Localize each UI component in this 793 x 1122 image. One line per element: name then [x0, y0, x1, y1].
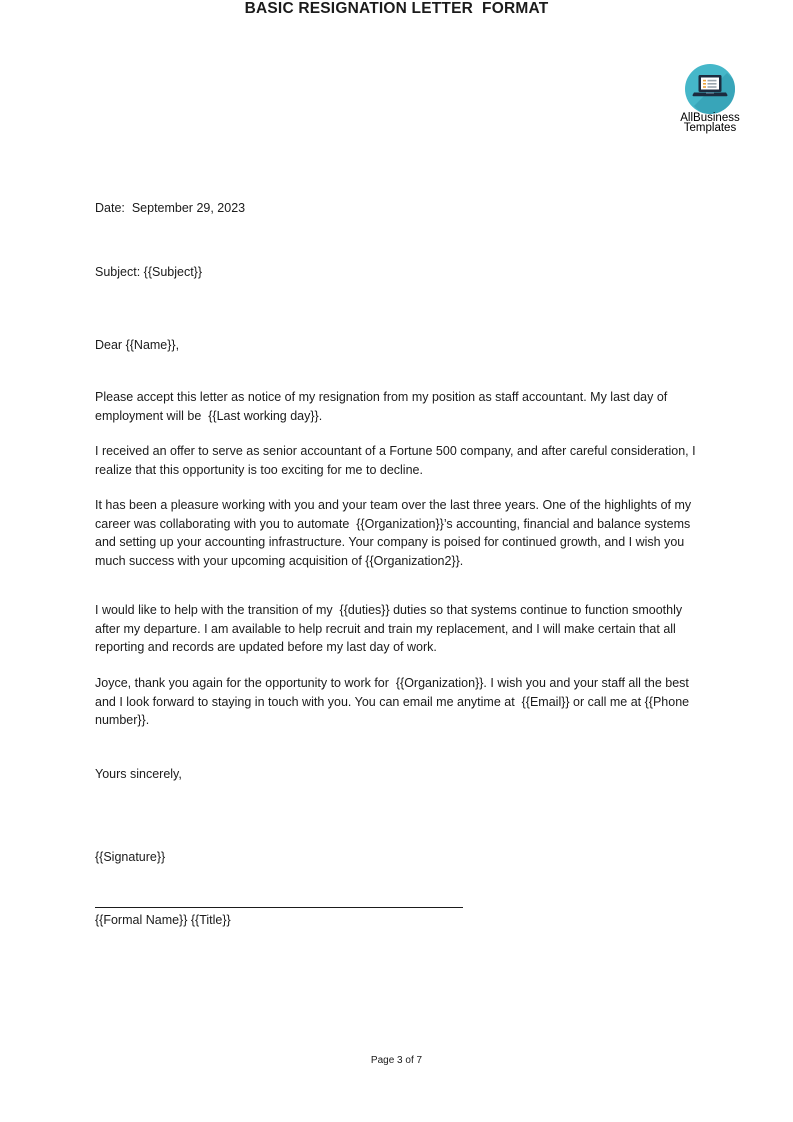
paragraph-pleasure-working: It has been a pleasure working with you and your team over the last three years. One of the highlights of my career was collaborating with you to automate {{Organization}}’s accounting, financial and balance systems and setting up your accounting infrastructure. Your company is poised for continued growth, and I wish you much success with your upcoming acquisition of {{Organization2}}.: [95, 498, 695, 568]
salutation: Dear {{Name}},: [95, 338, 180, 352]
letter-title: BASIC RESIGNATION LETTER FORMAT: [244, 0, 549, 17]
subject-line: Subject: {{Subject}}: [95, 265, 203, 279]
brand-name-line2: Templates: [683, 122, 737, 134]
paragraph-thank-you: Joyce, thank you again for the opportunity to work for {{Organization}}. I wish you and your staff all the best and I look forward to staying in touch with you. You can email me anytime at {{Email}} or call me at {{Phone number}}.: [95, 676, 693, 727]
signature-name-title: {{Formal Name}} {{Title}}: [95, 913, 231, 927]
signature-line: [95, 907, 463, 908]
page-number-footer: Page 3 of 7: [370, 1055, 423, 1066]
brand-name-line1: AllBusiness: [680, 112, 740, 124]
paragraph-offer-reason: I received an offer to serve as senior accountant of a Fortune 500 company, and after careful consideration, I realize that this opportunity is too exciting for me to decline.: [95, 444, 700, 477]
paragraph-transition-help: I would like to help with the transition of my {{duties}} duties so that systems continue to function smoothly after my departure. I am available to help recruit and train my replacement, and I will make certain that all reporting and records are updated before my last day of work.: [95, 603, 686, 654]
signature-placeholder: {{Signature}}: [95, 850, 166, 864]
date-line: Date: September 29, 2023: [95, 201, 246, 215]
laptop-logo-icon: [684, 63, 736, 115]
closing: Yours sincerely,: [95, 767, 182, 781]
paragraph-resignation-notice: Please accept this letter as notice of my resignation from my position as staff accountant. My last day of employment will be {{Last working day}}.: [95, 390, 671, 423]
brand-logo: [645, 63, 775, 135]
